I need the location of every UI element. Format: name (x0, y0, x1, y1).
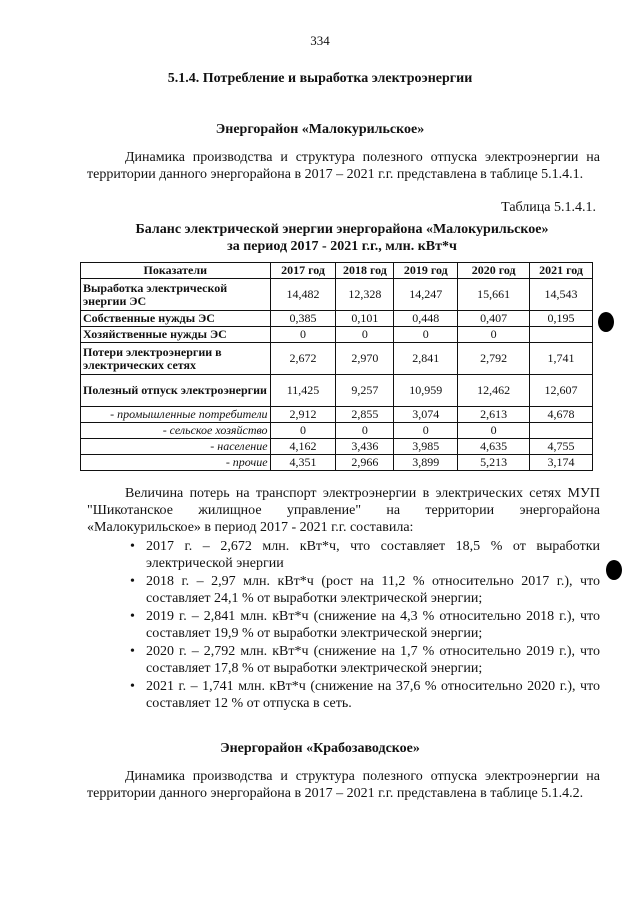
cell: 0 (458, 327, 530, 343)
row-label: Потери электроэнергии в электрических сетях (81, 343, 271, 375)
cell: 2,855 (336, 407, 394, 423)
punch-hole-mark (598, 312, 614, 332)
table-row (81, 375, 593, 407)
header-2021: 2021 год (530, 263, 593, 279)
table-label: Таблица 5.1.4.1. (501, 200, 596, 215)
subheading-krabozavodskoe: Энергорайон «Крабозаводское» (220, 741, 420, 756)
table-row (81, 423, 593, 439)
table-row (81, 439, 593, 455)
list-item: • 2018 г. – 2,97 млн. кВт*ч (рост на 11,2 % относительно 2017 г.), что составляет 24,1 % от выработки электрической энергии; (130, 574, 600, 606)
cell: 2,672 (270, 343, 336, 375)
cell: 0 (270, 327, 336, 343)
table-row (81, 327, 593, 343)
list-item: • 2020 г. – 2,792 млн. кВт*ч (снижение на 1,7 % относительно 2019 г.), что составляет 17,8 % от выработки электрической энергии; (130, 644, 600, 676)
cell: 0 (394, 423, 458, 439)
balance-table (80, 262, 593, 471)
row-label: - сельское хозяйство (81, 423, 271, 439)
table-row (81, 455, 593, 471)
cell: 0,448 (394, 311, 458, 327)
cell: 14,247 (394, 279, 458, 311)
bullet-icon: • (130, 609, 135, 624)
cell (530, 423, 593, 439)
cell: 2,970 (336, 343, 394, 375)
row-label: - население (81, 439, 271, 455)
header-2018: 2018 год (336, 263, 394, 279)
cell: 3,074 (394, 407, 458, 423)
table-title (82, 221, 602, 255)
row-label: Выработка электрической энергии ЭС (81, 279, 271, 311)
cell: 9,257 (336, 375, 394, 407)
cell: 0,385 (270, 311, 336, 327)
cell: 0,407 (458, 311, 530, 327)
bullet-icon: • (130, 644, 135, 659)
header-2017: 2017 год (270, 263, 336, 279)
row-label: Полезный отпуск электроэнергии (81, 375, 271, 407)
cell: 12,607 (530, 375, 593, 407)
section-heading: 5.1.4. Потребление и выработка электроэнергии (167, 71, 473, 86)
intro-paragraph-1: Динамика производства и структура полезного отпуска электроэнергии на территории данного энергорайона в 2017 – 2021 г.г. представлена в таблице 5.1.4.1. (87, 150, 600, 182)
cell: 2,792 (458, 343, 530, 375)
cell: 14,543 (530, 279, 593, 311)
losses-paragraph: Величина потерь на транспорт электроэнергии в электрических сетях МУП "Шикотанское жилищное управление" на территории энергорайона «Малокурильское» в период 2017 - 2021 г.г. составила: (87, 486, 600, 535)
cell: 4,351 (270, 455, 336, 471)
cell: 0 (270, 423, 336, 439)
subheading-malokurilskoe: Энергорайон «Малокурильское» (215, 122, 425, 137)
cell: 12,328 (336, 279, 394, 311)
cell: 0,195 (530, 311, 593, 327)
intro-paragraph-2: Динамика производства и структура полезного отпуска электроэнергии на территории данного энергорайона в 2017 – 2021 г.г. представлена в таблице 5.1.4.2. (87, 769, 600, 801)
table-header-row (81, 263, 593, 279)
cell: 4,678 (530, 407, 593, 423)
header-2020: 2020 год (458, 263, 530, 279)
cell: 0 (336, 327, 394, 343)
cell: 2,966 (336, 455, 394, 471)
table-row (81, 343, 593, 375)
cell: 10,959 (394, 375, 458, 407)
row-label: Собственные нужды ЭС (81, 311, 271, 327)
list-item: • 2017 г. – 2,672 млн. кВт*ч, что составляет 18,5 % от выработки электрической энергии (130, 539, 600, 571)
cell: 15,661 (458, 279, 530, 311)
punch-hole-mark (606, 560, 622, 580)
cell: 3,436 (336, 439, 394, 455)
cell: 4,755 (530, 439, 593, 455)
cell: 0 (336, 423, 394, 439)
table-title-line-1: Баланс электрической энергии энергорайона «Малокурильское» (135, 222, 549, 237)
table-row (81, 407, 593, 423)
cell: 14,482 (270, 279, 336, 311)
cell: 4,162 (270, 439, 336, 455)
table-row (81, 311, 593, 327)
cell: 3,174 (530, 455, 593, 471)
list-item: • 2021 г. – 1,741 млн. кВт*ч (снижение на 37,6 % относительно 2020 г.), что составляет 12 % от отпуска в сеть. (130, 679, 600, 711)
cell: 0 (458, 423, 530, 439)
losses-list (100, 538, 600, 713)
header-indicator: Показатели (81, 263, 271, 279)
row-label: - промышленные потребители (81, 407, 271, 423)
bullet-icon: • (130, 574, 135, 589)
row-label: Хозяйственные нужды ЭС (81, 327, 271, 343)
cell: 2,613 (458, 407, 530, 423)
cell: 3,985 (394, 439, 458, 455)
header-2019: 2019 год (394, 263, 458, 279)
cell: 1,741 (530, 343, 593, 375)
table-title-line-2: за период 2017 - 2021 г.г., млн. кВт*ч (227, 239, 457, 254)
bullet-icon: • (130, 679, 135, 694)
cell: 2,912 (270, 407, 336, 423)
cell: 5,213 (458, 455, 530, 471)
cell: 2,841 (394, 343, 458, 375)
cell: 4,635 (458, 439, 530, 455)
cell (530, 327, 593, 343)
cell: 12,462 (458, 375, 530, 407)
page-number: 334 (310, 33, 330, 48)
bullet-icon: • (130, 539, 135, 554)
cell: 3,899 (394, 455, 458, 471)
cell: 0 (394, 327, 458, 343)
list-item: • 2019 г. – 2,841 млн. кВт*ч (снижение на 4,3 % относительно 2018 г.), что составляет 19,9 % от выработки электрической энергии; (130, 609, 600, 641)
row-label: - прочие (81, 455, 271, 471)
cell: 11,425 (270, 375, 336, 407)
table-row (81, 279, 593, 311)
cell: 0,101 (336, 311, 394, 327)
